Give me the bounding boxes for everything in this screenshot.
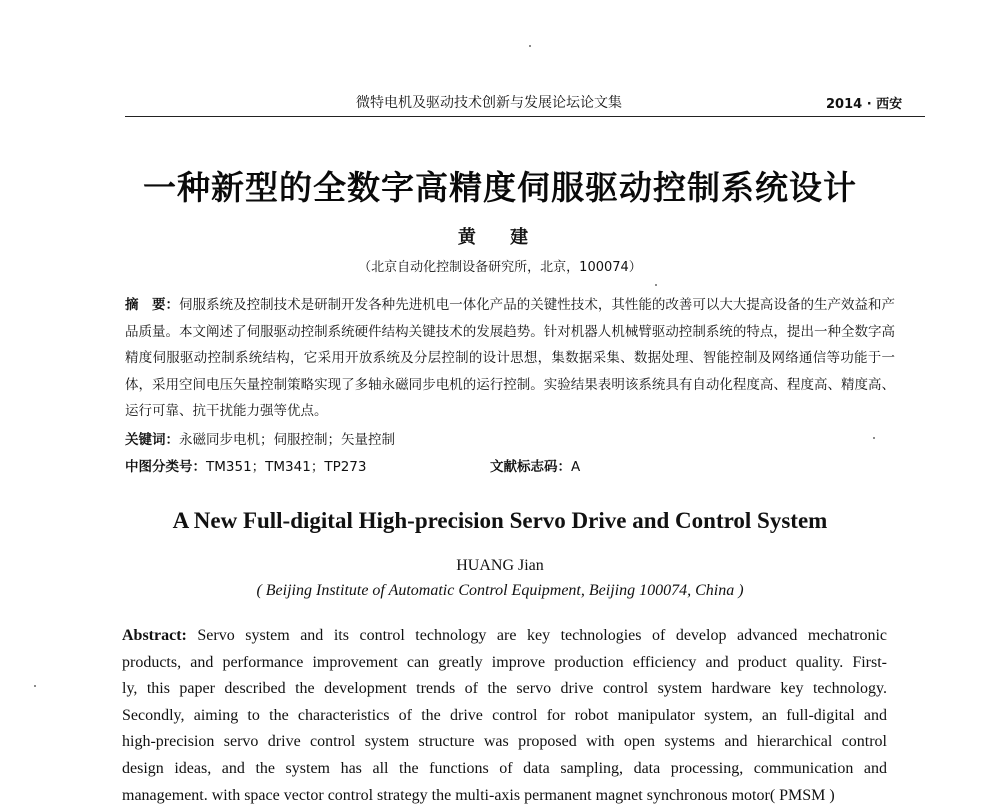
scan-speck xyxy=(34,685,36,687)
chinese-affiliation: （北京自动化控制设备研究所，北京，100074） xyxy=(358,260,642,275)
year-city: 2014 · 西安 xyxy=(826,97,903,112)
english-affiliation: ( Beijing Institute of Automatic Control Equipment, Beijing 100074, China ) xyxy=(256,582,744,599)
english-abstract-line: design ideas, and the system has all the functions of data sampling, data processing, communication and xyxy=(122,759,887,777)
chinese-abstract-text: 伺服系统及控制技术是研制开发各种先进机电一体化产品的关键性技术，其性能的改善可以大大提高设备的生产效益和产品质量。本文阐述了伺服驱动控制系统硬件结构关键技术的发展趋势。针对机器人机械臂驱动控制系统的特点，提出一种全数字高精度伺服驱动控制系统结构，它采用开放系统及分层控制的设计思想，集数据采集、数据处理、智能控制及网络通信等功能于一体，采用空间电压矢量控制策略实现了多轴永磁同步电机的运行控制。实验结果表明该系统具有自动化程度高、程度高、精度高、运行可靠、抗干扰能力强等优点。 xyxy=(125,297,896,419)
english-author: HUANG Jian xyxy=(456,557,544,574)
english-abstract-line: high-precision servo drive control system structure was proposed with open systems and hierarchical control xyxy=(122,733,887,751)
english-abstract-line: ly, this paper described the development trends of the servo drive control system hardware key technology. xyxy=(122,680,887,698)
clc-label: 中图分类号： xyxy=(125,459,206,475)
chinese-keywords xyxy=(125,428,395,448)
header-rule xyxy=(125,116,925,117)
english-abstract-label: Abstract: xyxy=(122,627,187,644)
chinese-abstract xyxy=(125,292,895,425)
doc-code-value: A xyxy=(571,459,581,475)
scan-speck xyxy=(655,284,657,286)
english-abstract-line: products, and performance improvement can greatly improve production efficiency and product quality. First- xyxy=(122,653,887,671)
english-title: A New Full-digital High-precision Servo Drive and Control System xyxy=(172,508,828,533)
running-head xyxy=(0,0,1000,118)
scan-speck xyxy=(529,45,531,47)
english-abstract xyxy=(122,623,887,809)
scan-speck xyxy=(873,437,875,439)
doc-code-label: 文献标志码： xyxy=(490,459,571,475)
chinese-title: 一种新型的全数字高精度伺服驱动控制系统设计 xyxy=(143,168,857,207)
chinese-abstract-label: 摘 要： xyxy=(125,297,180,313)
keywords-label: 关键词： xyxy=(125,432,179,448)
english-abstract-line: management. with space vector control strategy the multi-axis permanent magnet synchronous motor( PMSM ) xyxy=(122,786,835,804)
chinese-author: 黄 建 xyxy=(457,227,543,248)
classification-line xyxy=(125,455,366,475)
english-abstract-line: Secondly, aiming to the characteristics of the drive control for robot manipulator system, an full-digital and xyxy=(122,706,887,724)
keywords-value: 永磁同步电机；伺服控制；矢量控制 xyxy=(179,432,395,448)
clc-value: TM351；TM341；TP273 xyxy=(206,459,367,475)
proceedings-title: 微特电机及驱动技术创新与发展论坛论文集 xyxy=(356,95,622,111)
english-abstract-line: Abstract: Servo system and its control technology are key technologies of develop advanced mechatronic xyxy=(122,627,887,644)
document-code-line xyxy=(490,455,580,475)
